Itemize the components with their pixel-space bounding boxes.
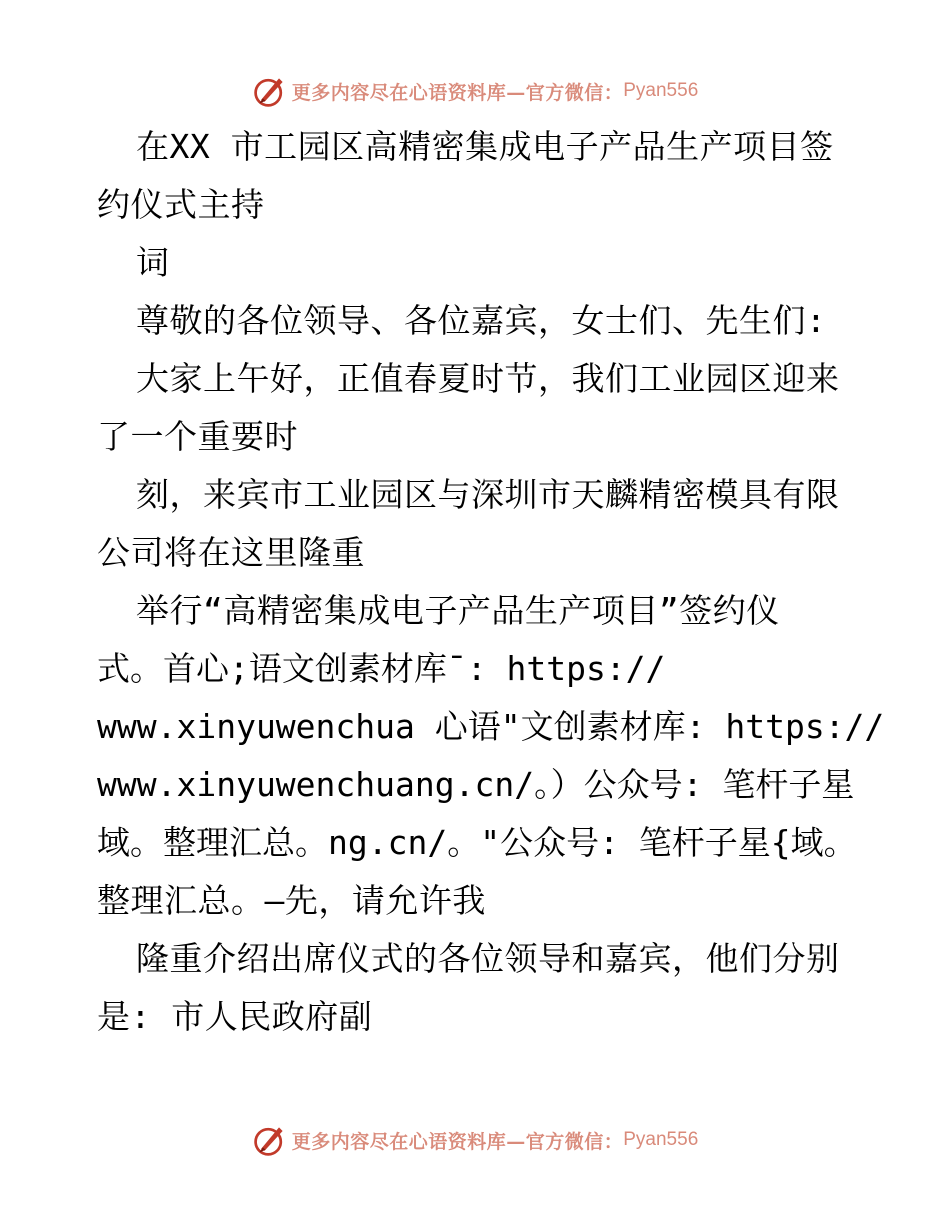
watermark-wechat-id: Pyan556 [623,1129,699,1150]
document-line: 了一个重要时 [97,417,298,456]
watermark-text: 更多内容尽在心语资料库—官方微信： [291,1130,624,1153]
document-line: 约仪式主持 [97,185,265,224]
document-line: 尊敬的各位领导、各位嘉宾，女士们、先生们: [136,301,827,340]
document-line: 刻，来宾市工业园区与深圳市天麟精密模具有限 [136,475,840,514]
document-line: 在XX 市工园区高精密集成电子产品生产项目签 [136,127,834,166]
document-line: www.xinyuwenchua 心语"文创素材库: https:// [97,707,885,746]
document-line: 隆重介绍出席仪式的各位领导和嘉宾，他们分别 [136,939,840,978]
document-line: 大家上午好，正值春夏时节，我们工业园区迎来 [136,359,840,398]
document-line: 式。首心;语文创素材库¯: https:// [97,649,666,688]
document-line: 整理汇总。—先，请允许我 [97,881,486,920]
watermark-wechat-id: Pyan556 [623,80,699,101]
watermark-text: 更多内容尽在心语资料库—官方微信： [291,81,624,104]
document-line: 举行“高精密集成电子产品生产项目”签约仪 [136,591,780,630]
document-line: 域。整理汇总。ng.cn/。"公众号: 笔杆子星{域。 [97,823,857,862]
footer-watermark [0,1120,950,1160]
document-line: 是: 市人民政府副 [97,997,373,1036]
document-line: www.xinyuwenchuang.cn/。）公众号: 笔杆子星 [97,765,855,804]
quill-pen-logo-icon [252,1122,288,1158]
document-line: 词 [136,243,170,282]
document-line: 公司将在这里隆重 [97,533,365,572]
